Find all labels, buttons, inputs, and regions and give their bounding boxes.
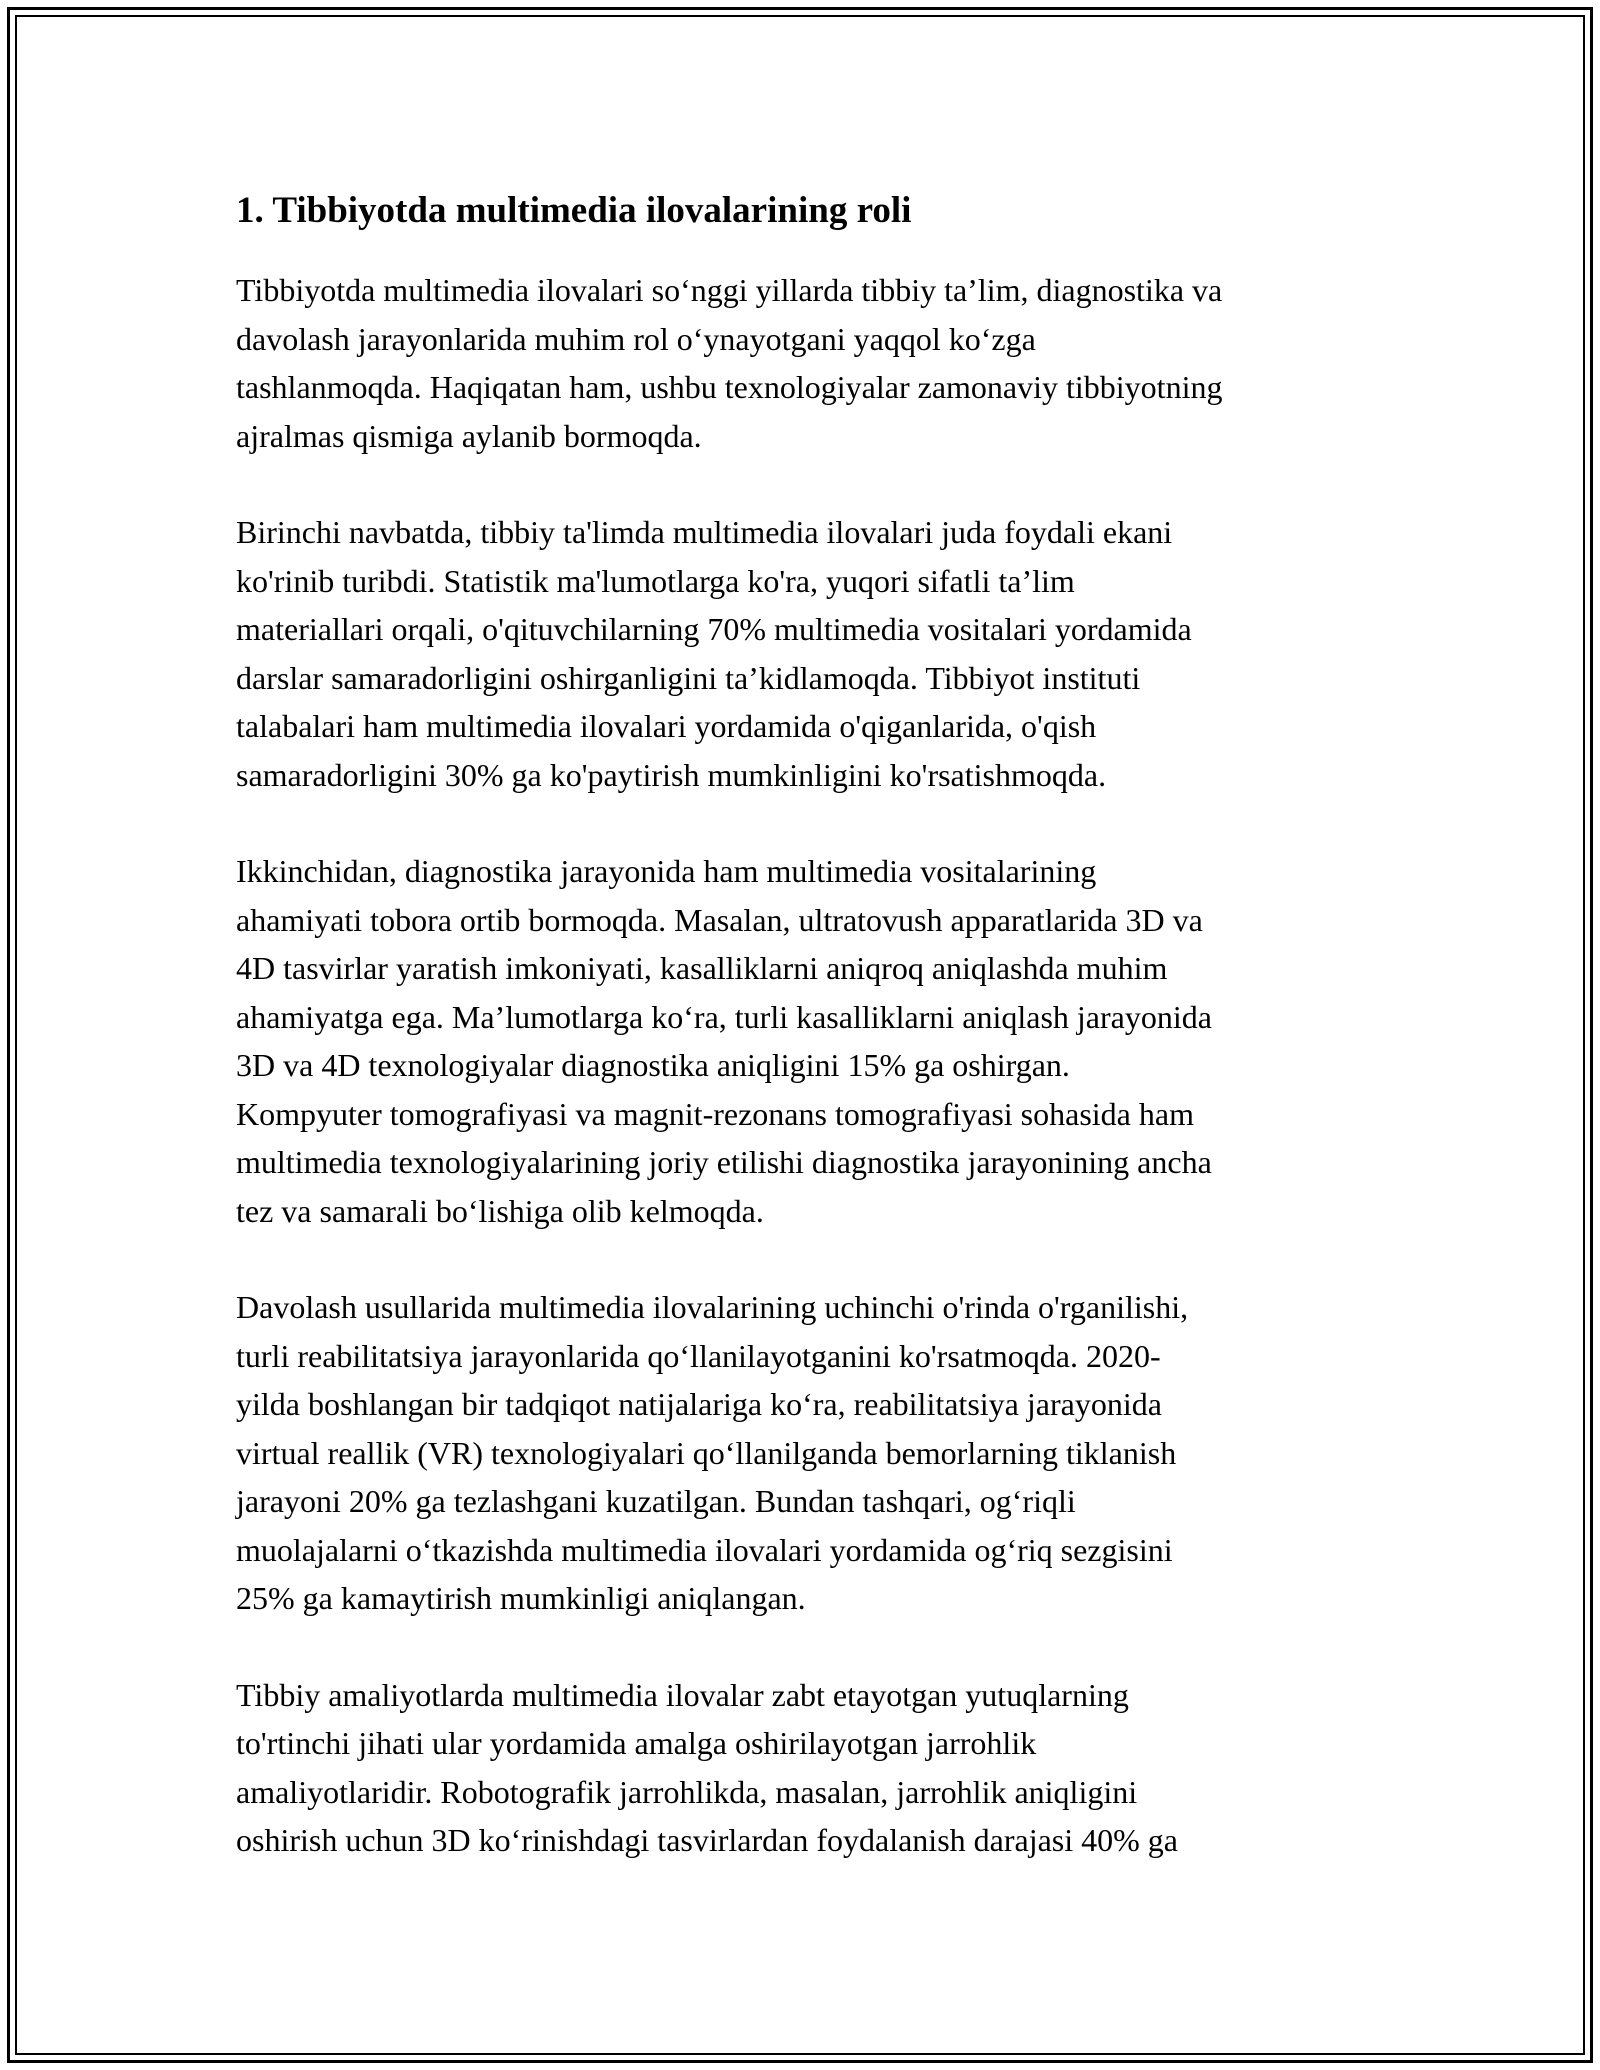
paragraph-line: tashlanmoqda. Haqiqatan ham, ushbu texnologiyalar zamonaviy tibbiyotning: [236, 369, 1223, 405]
section-heading: 1. Tibbiyotda multimedia ilovalarining roli: [236, 190, 912, 231]
paragraph-line: oshirish uchun 3D ko‘rinishdagi tasvirlardan foydalanish darajasi 40% ga: [236, 1822, 1178, 1858]
paragraph-line: 4D tasvirlar yaratish imkoniyati, kasalliklarni aniqroq aniqlashda muhim: [236, 950, 1168, 986]
paragraph-line: davolash jarayonlarida muhim rol o‘ynayotgani yaqqol ko‘zga: [236, 320, 1036, 357]
paragraph-line: Tibbiy amaliyotlarda multimedia ilovalar zabt etayotgan yutuqlarning: [236, 1676, 1129, 1713]
paragraph-line: samaradorligini 30% ga ko'paytirish mumkinligini ko'rsatishmoqda.: [236, 756, 1107, 793]
paragraph-line: to'rtinchi jihati ular yordamida amalga oshirilayotgan jarrohlik: [236, 1725, 1037, 1761]
paragraph-line: talabalari ham multimedia ilovalari yordamida o'qiganlarida, o'qish: [236, 708, 1097, 744]
paragraph-line: tez va samarali bo‘lishiga olib kelmoqda.: [236, 1192, 764, 1229]
paragraph-line: Ikkinchidan, diagnostika jarayonida ham multimedia vositalarining: [236, 853, 1097, 889]
paragraph-diagnostics: [236, 847, 1376, 1235]
paragraph-line: multimedia texnologiyalarining joriy etilishi diagnostika jarayonining ancha: [236, 1144, 1212, 1180]
paragraph-line: materiallari orqali, o'qituvchilarning 70% multimedia vositalari yordamida: [236, 611, 1192, 647]
paragraph-line: Birinchi navbatda, tibbiy ta'limda multimedia ilovalari juda foydali ekani: [236, 514, 1173, 550]
paragraph-line: darslar samaradorligini oshirganligini ta’kidlamoqda. Tibbiyot instituti: [236, 659, 1141, 696]
document-body: [236, 186, 1376, 1913]
paragraph-line: turli reabilitatsiya jarayonlarida qo‘llanilayotganini ko'rsatmoqda. 2020-: [236, 1337, 1161, 1374]
paragraph-line: amaliyotlaridir. Robotografik jarrohlikda, masalan, jarrohlik aniqligini: [236, 1773, 1138, 1810]
paragraph-line: virtual reallik (VR) texnologiyalari qo‘llanilganda bemorlarning tiklanish: [236, 1434, 1177, 1471]
paragraph-line: ahamiyati tobora ortib bormoqda. Masalan, ultratovush apparatlarida 3D va: [236, 901, 1203, 938]
paragraph-intro: [236, 266, 1376, 460]
paragraph-line: ahamiyatga ega. Ma’lumotlarga ko‘ra, turli kasalliklarni aniqlash jarayonida: [236, 998, 1212, 1035]
paragraph-line: 3D va 4D texnologiyalar diagnostika aniqligini 15% ga oshirgan.: [236, 1047, 1070, 1083]
paragraph-line: ko'rinib turibdi. Statistik ma'lumotlarga ko'ra, yuqori sifatli ta’lim: [236, 562, 1075, 599]
paragraph-treatment: [236, 1283, 1376, 1623]
paragraph-line: muolajalarni o‘tkazishda multimedia ilovalari yordamida og‘riq sezgisini: [236, 1531, 1173, 1568]
paragraph-education: [236, 508, 1376, 799]
paragraph-line: ajralmas qismiga aylanib bormoqda.: [236, 417, 702, 454]
paragraph-line: jarayoni 20% ga tezlashgani kuzatilgan. Bundan tashqari, og‘riqli: [236, 1483, 1076, 1519]
paragraph-surgery: [236, 1671, 1376, 1865]
paragraph-line: Kompyuter tomografiyasi va magnit-rezonans tomografiyasi sohasida ham: [236, 1095, 1194, 1132]
paragraph-line: 25% ga kamaytirish mumkinligi aniqlangan.: [236, 1580, 806, 1616]
paragraph-line: yilda boshlangan bir tadqiqot natijalariga ko‘ra, reabilitatsiya jarayonida: [236, 1386, 1162, 1422]
paragraph-line: Davolash usullarida multimedia ilovalarining uchinchi o'rinda o'rganilishi,: [236, 1289, 1189, 1325]
paragraph-line: Tibbiyotda multimedia ilovalari so‘nggi yillarda tibbiy ta’lim, diagnostika va: [236, 272, 1223, 308]
